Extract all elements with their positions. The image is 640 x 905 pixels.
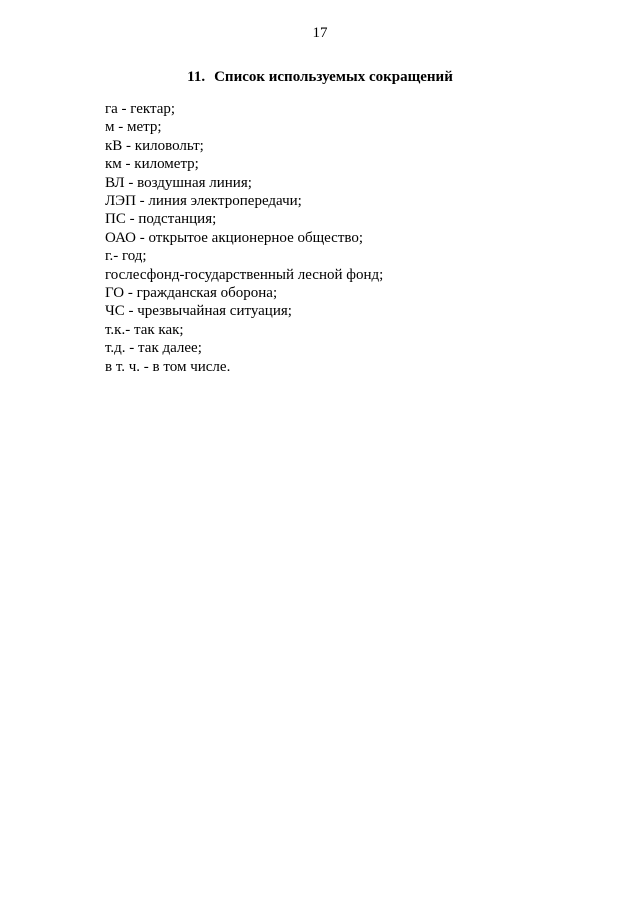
abbreviation-item: ЛЭП - линия электропередачи; (105, 193, 302, 210)
abbreviation-item: ЧС - чрезвычайная ситуация; (105, 303, 292, 320)
abbreviation-item: в т. ч. - в том числе. (105, 358, 231, 375)
section-heading (0, 68, 640, 86)
page-number: 17 (312, 25, 328, 41)
abbreviation-item: т.к.- так как; (105, 321, 184, 338)
abbreviation-item: гослесфонд-государственный лесной фонд; (105, 266, 384, 283)
abbreviation-item: ВЛ - воздушная линия; (105, 174, 252, 191)
abbreviation-item: кВ - киловольт; (105, 137, 204, 154)
abbreviation-item: т.д. - так далее; (105, 340, 202, 357)
abbreviation-item: км - километр; (105, 156, 199, 173)
abbreviation-item: ГО - гражданская оборона; (105, 285, 278, 302)
abbreviation-list (105, 100, 383, 376)
abbreviation-item: ОАО - открытое акционерное общество; (105, 229, 364, 246)
abbreviation-item: га - гектар; (105, 101, 176, 117)
abbreviation-item: ПС - подстанция; (105, 211, 217, 228)
section-title: Список используемых сокращений (214, 69, 453, 85)
abbreviation-item: г.- год; (105, 248, 147, 265)
section-number: 11. (187, 69, 206, 85)
abbreviation-item: м - метр; (105, 119, 162, 136)
